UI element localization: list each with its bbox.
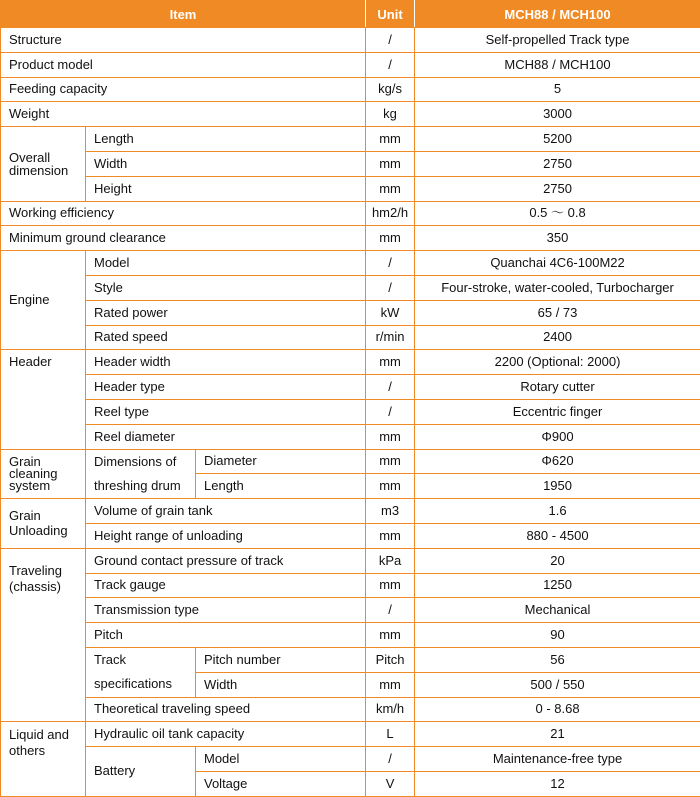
row-label: Height range of unloading (86, 523, 366, 548)
table-row (1, 102, 700, 127)
row-label: Structure (1, 28, 366, 53)
row-value: 20 (415, 548, 700, 573)
row-value: 880 - 4500 (415, 523, 700, 548)
table-row (1, 226, 700, 251)
table-row (1, 151, 700, 176)
row-label: Pitch (86, 623, 366, 648)
row-unit: hm2/h (366, 201, 415, 226)
row-label: Rated power (86, 300, 366, 325)
row-unit: kPa (366, 548, 415, 573)
row-unit: km/h (366, 697, 415, 722)
row-label: Length (86, 127, 366, 152)
table-row (1, 399, 700, 424)
row-label: Voltage (196, 771, 366, 796)
row-unit: mm (366, 424, 415, 449)
row-unit: mm (366, 573, 415, 598)
row-label: Volume of grain tank (86, 499, 366, 524)
table-row (1, 449, 700, 474)
row-value: 90 (415, 623, 700, 648)
group-label-engine: Engine (1, 251, 86, 350)
row-unit: kg/s (366, 77, 415, 102)
row-value: Four-stroke, water-cooled, Turbocharger (415, 275, 700, 300)
table-row (1, 325, 700, 350)
row-value: 1250 (415, 573, 700, 598)
row-label: Model (196, 747, 366, 772)
row-label: Feeding capacity (1, 77, 366, 102)
row-value: 2400 (415, 325, 700, 350)
row-unit: / (366, 375, 415, 400)
group-label-liquid (1, 722, 86, 796)
row-unit: mm (366, 672, 415, 697)
row-unit: mm (366, 449, 415, 474)
row-unit: / (366, 251, 415, 276)
row-value: Rotary cutter (415, 375, 700, 400)
row-unit: mm (366, 226, 415, 251)
table-row (1, 375, 700, 400)
row-label: Weight (1, 102, 366, 127)
sub-label-threshing-drum: Dimensions of threshing drum (86, 449, 196, 499)
table-row (1, 573, 700, 598)
row-value: Mechanical (415, 598, 700, 623)
table-row (1, 201, 700, 226)
row-value: 21 (415, 722, 700, 747)
row-label: Product model (1, 52, 366, 77)
group-label-overall-dimension: Overall dimension (1, 127, 86, 201)
row-value: 2750 (415, 176, 700, 201)
row-unit: / (366, 28, 415, 53)
row-label: Hydraulic oil tank capacity (86, 722, 366, 747)
column-header-model: MCH88 / MCH100 (415, 1, 700, 28)
table-row (1, 623, 700, 648)
row-value: 56 (415, 647, 700, 672)
row-value: MCH88 / MCH100 (415, 52, 700, 77)
row-unit: mm (366, 623, 415, 648)
row-value: 2750 (415, 151, 700, 176)
table-row (1, 251, 700, 276)
row-unit: mm (366, 523, 415, 548)
column-header-unit: Unit (366, 1, 415, 28)
table-row (1, 647, 700, 672)
group-label-traveling: Traveling (chassis) (1, 548, 86, 722)
row-label: Model (86, 251, 366, 276)
row-value: Φ620 (415, 449, 700, 474)
row-value: 3000 (415, 102, 700, 127)
sub-label-battery: Battery (86, 747, 196, 797)
row-unit: mm (366, 151, 415, 176)
row-value: 500 / 550 (415, 672, 700, 697)
row-label: Height (86, 176, 366, 201)
group-label-grain-cleaning: Grain cleaning system (1, 449, 86, 499)
row-label: Header type (86, 375, 366, 400)
row-value: 12 (415, 771, 700, 796)
row-label: Length (196, 474, 366, 499)
row-unit: m3 (366, 499, 415, 524)
row-value: 2200 (Optional: 2000) (415, 350, 700, 375)
row-value: 1950 (415, 474, 700, 499)
row-value: Φ900 (415, 424, 700, 449)
row-label: Style (86, 275, 366, 300)
row-unit: mm (366, 176, 415, 201)
table-row (1, 127, 700, 152)
row-label: Diameter (196, 449, 366, 474)
row-unit: Pitch (366, 647, 415, 672)
row-unit: / (366, 598, 415, 623)
group-label-liquid-text: Liquid and others (9, 727, 69, 759)
table-row (1, 77, 700, 102)
table-row (1, 52, 700, 77)
row-label: Track gauge (86, 573, 366, 598)
row-unit: kW (366, 300, 415, 325)
row-unit: / (366, 275, 415, 300)
table-header-row (1, 1, 700, 28)
table-row (1, 424, 700, 449)
row-value: 350 (415, 226, 700, 251)
table-row (1, 523, 700, 548)
row-unit: mm (366, 474, 415, 499)
row-value: Eccentric finger (415, 399, 700, 424)
row-label: Theoretical traveling speed (86, 697, 366, 722)
table-row (1, 598, 700, 623)
row-value: 5 (415, 77, 700, 102)
row-unit: r/min (366, 325, 415, 350)
row-unit: / (366, 52, 415, 77)
row-value: Maintenance-free type (415, 747, 700, 772)
row-value: 0 - 8.68 (415, 697, 700, 722)
row-value: Quanchai 4C6-100M22 (415, 251, 700, 276)
row-label: Rated speed (86, 325, 366, 350)
row-label: Reel diameter (86, 424, 366, 449)
table-row (1, 300, 700, 325)
row-value: 65 / 73 (415, 300, 700, 325)
table-row (1, 697, 700, 722)
row-label: Ground contact pressure of track (86, 548, 366, 573)
group-label-header: Header (1, 350, 86, 449)
row-label: Width (196, 672, 366, 697)
row-label: Header width (86, 350, 366, 375)
row-unit: / (366, 747, 415, 772)
table-row (1, 747, 700, 772)
row-label: Transmission type (86, 598, 366, 623)
row-label: Minimum ground clearance (1, 226, 366, 251)
row-value: Self-propelled Track type (415, 28, 700, 53)
row-unit: mm (366, 350, 415, 375)
row-value: 5200 (415, 127, 700, 152)
table-row (1, 28, 700, 53)
table-row (1, 350, 700, 375)
row-unit: / (366, 399, 415, 424)
row-unit: V (366, 771, 415, 796)
row-label: Pitch number (196, 647, 366, 672)
row-unit: mm (366, 127, 415, 152)
row-unit: kg (366, 102, 415, 127)
table-row (1, 275, 700, 300)
group-label-grain-unloading: Grain Unloading (1, 499, 86, 549)
row-label: Width (86, 151, 366, 176)
row-unit: L (366, 722, 415, 747)
sub-label-track-specifications: Track specifications (86, 647, 196, 697)
table-row (1, 722, 700, 747)
table-row (1, 176, 700, 201)
row-value: 1.6 (415, 499, 700, 524)
column-header-item: Item (1, 1, 366, 28)
table-row (1, 548, 700, 573)
row-label: Reel type (86, 399, 366, 424)
row-value: 0.5 ～ 0.8 (415, 201, 700, 226)
table-row (1, 499, 700, 524)
row-label: Working efficiency (1, 201, 366, 226)
